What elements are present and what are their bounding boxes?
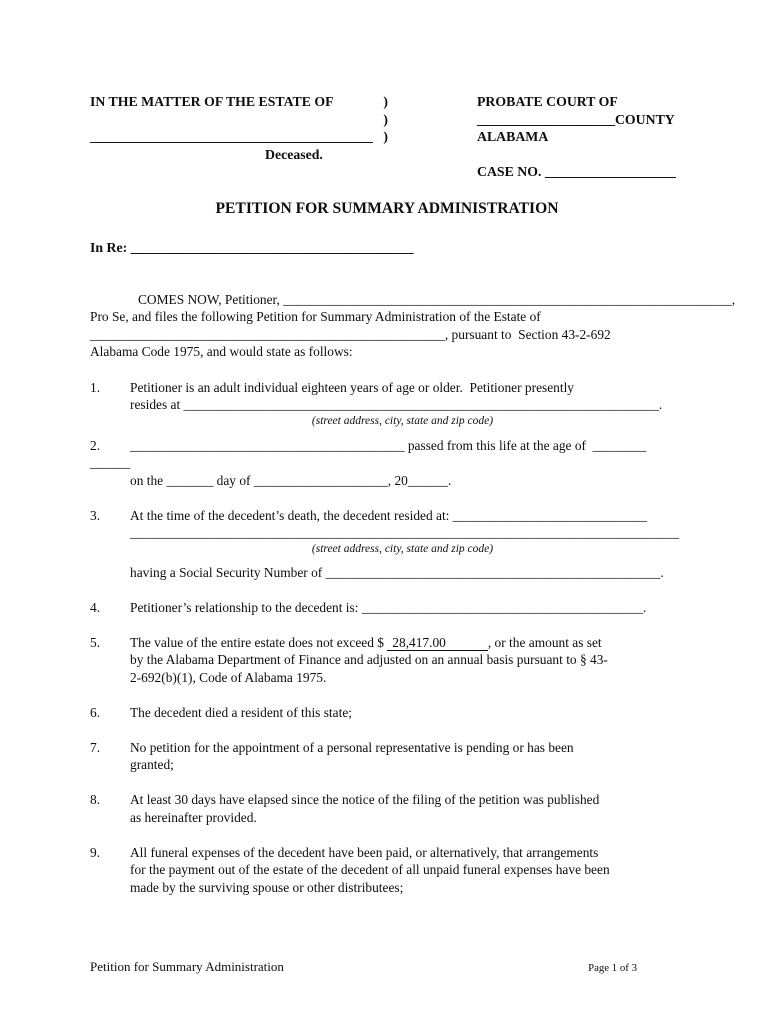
estate-value-suffix: , or the amount as set: [487, 634, 602, 650]
item-line: for the payment out of the estate of the decedent of all unpaid funeral expenses have been: [130, 862, 610, 877]
item-text: [130, 844, 684, 897]
petition-item-2: [90, 437, 684, 490]
estate-matter-line: [90, 93, 388, 111]
item-number: 7.: [90, 739, 101, 755]
caption-paren-line: [90, 111, 388, 129]
case-number-blank: ___________________: [544, 164, 676, 179]
deceased-label: Deceased.: [265, 146, 323, 162]
item-line: The decedent died a resident of this state;: [130, 704, 352, 720]
state-label: ALABAMA: [477, 129, 549, 144]
item-line: All funeral expenses of the decedent have been paid, or alternatively, that arrangements: [130, 844, 599, 860]
item-number: 2.: [90, 437, 101, 453]
petition-item-8: [90, 791, 684, 826]
address-format-note: (street address, city, state and zip code): [311, 542, 494, 555]
item-text: [90, 437, 684, 490]
petition-item-3: [90, 507, 684, 582]
item-line: made by the surviving spouse or other distributees;: [130, 879, 404, 895]
item-text: [130, 791, 684, 826]
petition-item-4: [90, 599, 684, 617]
footer-document-title: Petition for Summary Administration: [90, 959, 284, 974]
item-number: 9.: [90, 844, 101, 860]
petition-item-5: [90, 634, 684, 687]
county-blank: ____________________: [477, 111, 615, 127]
item-line: Petitioner is an adult individual eighteen years of age or older. Petitioner presently: [130, 379, 575, 395]
item-number: 4.: [90, 599, 101, 615]
petition-item-6: [90, 704, 684, 722]
item-line: 2-692(b)(1), Code of Alabama 1975.: [130, 669, 327, 685]
item-text: [130, 704, 684, 722]
decedent-passed-line: _________________________________________ passed from this life at the age of ________: [130, 437, 647, 453]
decedent-name-line: [90, 128, 388, 146]
caption-left-column: [90, 93, 388, 181]
age-blank-continuation: ______: [90, 455, 131, 470]
date-of-death-line: on the _______ day of ____________________, 20______.: [130, 472, 452, 488]
decedent-name-blank: _________________________________________: [90, 129, 373, 144]
case-number-label: CASE NO.: [477, 164, 545, 179]
item-line: by the Alabama Department of Finance and adjusted on an annual basis pursuant to § 43-: [130, 652, 608, 667]
caption-paren: ): [383, 111, 388, 127]
petition-items: [90, 379, 684, 897]
in-re-blank: _________________________________________: [130, 240, 414, 255]
page-title: PETITION FOR SUMMARY ADMINISTRATION: [215, 199, 559, 217]
item-text: [130, 739, 684, 774]
residence-blank-line: resides at _______________________________________________________________________.: [130, 397, 663, 412]
estate-value-line: [130, 634, 684, 652]
petition-item-7: [90, 739, 684, 774]
intro-line: _____________________________________________________, pursuant to Section 43-2-692: [90, 326, 611, 342]
decedent-residence-line: At the time of the decedent’s death, the decedent resided at: _____________________________: [130, 507, 647, 523]
address-format-note: (street address, city, state and zip code): [311, 414, 494, 427]
item-number: 5.: [90, 634, 101, 650]
intro-line: Alabama Code 1975, and would state as follows:: [90, 344, 353, 359]
estate-value-prefix: The value of the entire estate does not exceed $: [130, 634, 388, 650]
item-number: 1.: [90, 379, 101, 395]
page-footer: [90, 959, 684, 975]
case-number-line: [477, 163, 684, 181]
estate-matter-label: IN THE MATTER OF THE ESTATE OF: [90, 94, 334, 109]
spacer: [90, 111, 93, 129]
intro-line: COMES NOW, Petitioner, ___________________________________________________________________,: [138, 291, 736, 307]
caption-paren: ): [383, 129, 388, 144]
intro-line: Pro Se, and files the following Petition for Summary Administration of the Estate of: [90, 309, 541, 324]
in-re-line: [90, 239, 684, 257]
relationship-line: Petitioner’s relationship to the decedent is: __________________________________________.: [130, 599, 647, 615]
caption-right-column: [477, 93, 684, 181]
petition-item-1: [90, 379, 684, 429]
item-number: 8.: [90, 792, 101, 807]
intro-paragraph: [90, 291, 736, 361]
item-text: [130, 599, 684, 617]
county-line: [477, 111, 684, 129]
document-content: [90, 93, 736, 896]
item-number: 3.: [90, 507, 101, 523]
residence-blank-line: __________________________________________________________________________________: [130, 525, 680, 540]
case-caption: [90, 93, 684, 181]
estate-value-field: [387, 635, 488, 651]
ssn-line: having a Social Security Number of __________________________________________________.: [130, 564, 664, 580]
item-text: [130, 379, 684, 429]
item-line: No petition for the appointment of a personal representative is pending or has been: [130, 739, 574, 755]
estate-value-amount: 28,417.00: [392, 634, 446, 650]
caption-paren: ): [383, 94, 388, 109]
county-label: COUNTY: [614, 111, 675, 127]
petition-item-9: [90, 844, 684, 897]
item-line: as hereinafter provided.: [130, 809, 257, 825]
page-number: Page 1 of 3: [588, 962, 637, 974]
item-text: [130, 634, 684, 687]
item-text: [130, 507, 684, 582]
item-line: At least 30 days have elapsed since the notice of the filing of the petition was published: [130, 792, 600, 807]
in-re-label: In Re:: [90, 240, 131, 255]
item-line: granted;: [130, 757, 174, 772]
item-number: 6.: [90, 704, 101, 720]
probate-court-label: PROBATE COURT OF: [477, 94, 618, 109]
blank-row: [477, 146, 684, 164]
